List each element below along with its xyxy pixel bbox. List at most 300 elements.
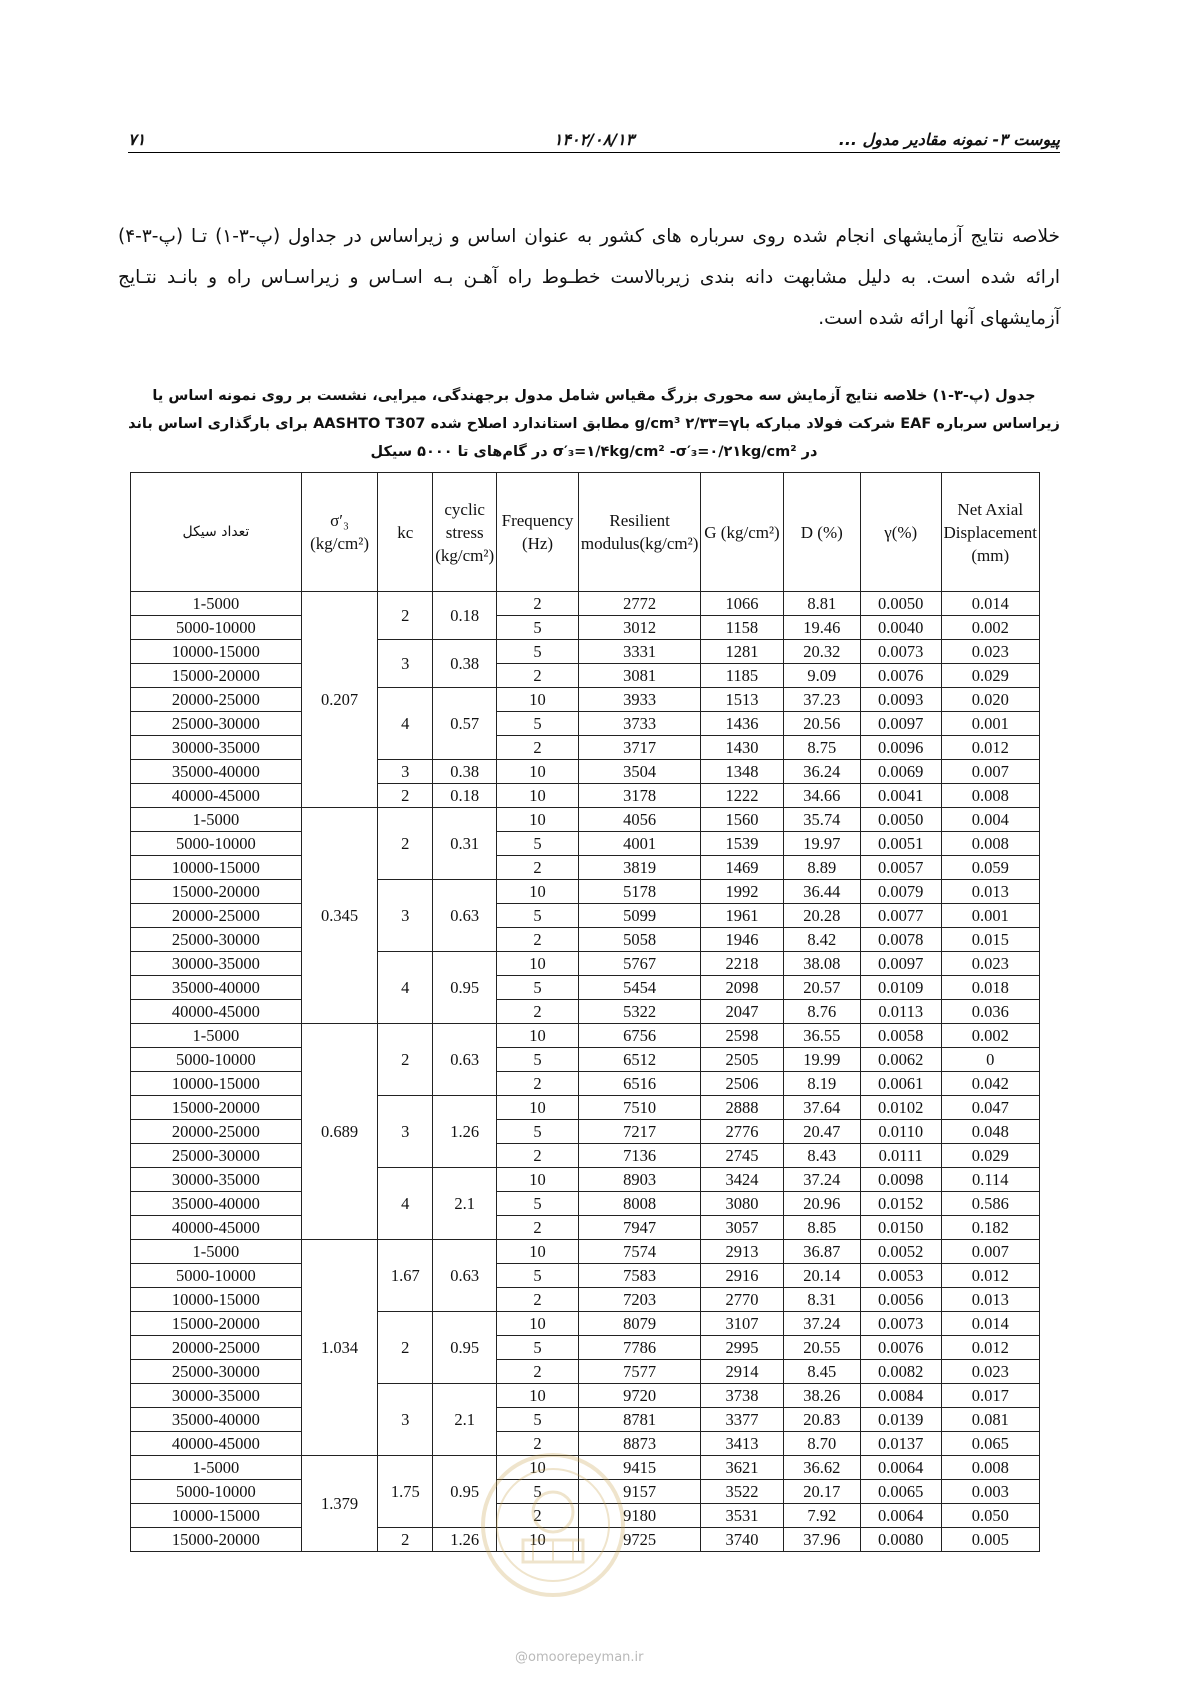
cycle-range-cell: 25000-30000 bbox=[131, 1144, 302, 1168]
resilient-modulus-cell: 4001 bbox=[578, 832, 700, 856]
g-cell: 1348 bbox=[701, 760, 783, 784]
resilient-modulus-cell: 3717 bbox=[578, 736, 700, 760]
header-rule bbox=[128, 152, 1060, 153]
d-cell: 20.32 bbox=[783, 640, 860, 664]
kc-cell: 2 bbox=[378, 1312, 433, 1384]
g-cell: 1222 bbox=[701, 784, 783, 808]
cycle-range-cell: 40000-45000 bbox=[131, 1000, 302, 1024]
table-row bbox=[131, 880, 1040, 904]
cycle-range-cell: 10000-15000 bbox=[131, 1072, 302, 1096]
g-cell: 2047 bbox=[701, 1000, 783, 1024]
net-axial-cell: 0.036 bbox=[941, 1000, 1040, 1024]
gamma-cell: 0.0057 bbox=[860, 856, 941, 880]
resilient-modulus-cell: 3012 bbox=[578, 616, 700, 640]
seal-logo-icon bbox=[478, 1450, 628, 1600]
cycle-range-cell: 5000-10000 bbox=[131, 832, 302, 856]
cycle-range-cell: 25000-30000 bbox=[131, 712, 302, 736]
resilient-modulus-cell: 3933 bbox=[578, 688, 700, 712]
frequency-cell: 10 bbox=[497, 808, 579, 832]
d-cell: 20.96 bbox=[783, 1192, 860, 1216]
net-axial-cell: 0.012 bbox=[941, 1336, 1040, 1360]
table-row bbox=[131, 1192, 1040, 1216]
cycle-range-cell: 15000-20000 bbox=[131, 1096, 302, 1120]
gamma-cell: 0.0062 bbox=[860, 1048, 941, 1072]
frequency-cell: 2 bbox=[497, 856, 579, 880]
watermark-text: @omoorepeyman.ir bbox=[515, 1650, 644, 1665]
net-axial-cell: 0.023 bbox=[941, 952, 1040, 976]
resilient-modulus-cell: 7510 bbox=[578, 1096, 700, 1120]
cyclic-stress-cell: 2.1 bbox=[433, 1168, 497, 1240]
net-axial-cell: 0.004 bbox=[941, 808, 1040, 832]
g-cell: 3057 bbox=[701, 1216, 783, 1240]
table-row bbox=[131, 1096, 1040, 1120]
resilient-modulus-cell: 3331 bbox=[578, 640, 700, 664]
net-axial-cell: 0.003 bbox=[941, 1480, 1040, 1504]
net-axial-cell: 0.007 bbox=[941, 760, 1040, 784]
cycle-range-cell: 15000-20000 bbox=[131, 664, 302, 688]
kc-cell: 4 bbox=[378, 952, 433, 1024]
g-cell: 3522 bbox=[701, 1480, 783, 1504]
d-cell: 8.89 bbox=[783, 856, 860, 880]
header-gamma: γ(%) bbox=[860, 473, 941, 592]
net-axial-cell: 0.013 bbox=[941, 1288, 1040, 1312]
resilient-modulus-cell: 7947 bbox=[578, 1216, 700, 1240]
d-cell: 20.57 bbox=[783, 976, 860, 1000]
header-g: G (kg/cm²) bbox=[701, 473, 783, 592]
net-axial-cell: 0.081 bbox=[941, 1408, 1040, 1432]
resilient-modulus-cell: 7136 bbox=[578, 1144, 700, 1168]
d-cell: 20.56 bbox=[783, 712, 860, 736]
kc-cell: 1.67 bbox=[378, 1240, 433, 1312]
gamma-cell: 0.0078 bbox=[860, 928, 941, 952]
frequency-cell: 10 bbox=[497, 1168, 579, 1192]
cycle-range-cell: 15000-20000 bbox=[131, 880, 302, 904]
cycle-range-cell: 30000-35000 bbox=[131, 736, 302, 760]
cycle-range-cell: 40000-45000 bbox=[131, 784, 302, 808]
table-row bbox=[131, 760, 1040, 784]
kc-cell: 3 bbox=[378, 640, 433, 688]
frequency-cell: 5 bbox=[497, 1408, 579, 1432]
resilient-modulus-cell: 8008 bbox=[578, 1192, 700, 1216]
gamma-cell: 0.0084 bbox=[860, 1384, 941, 1408]
frequency-cell: 10 bbox=[497, 1312, 579, 1336]
d-cell: 8.76 bbox=[783, 1000, 860, 1024]
d-cell: 8.19 bbox=[783, 1072, 860, 1096]
sigma3-cell: 0.207 bbox=[301, 592, 377, 808]
net-axial-cell: 0.012 bbox=[941, 736, 1040, 760]
g-cell: 2888 bbox=[701, 1096, 783, 1120]
table-row bbox=[131, 1264, 1040, 1288]
frequency-cell: 10 bbox=[497, 1240, 579, 1264]
net-axial-cell: 0.007 bbox=[941, 1240, 1040, 1264]
cyclic-stress-cell: 0.38 bbox=[433, 640, 497, 688]
table-row bbox=[131, 592, 1040, 616]
g-cell: 2995 bbox=[701, 1336, 783, 1360]
caption-line-3: در σ′₃=۱/۴kg/cm² -σ′₃=۰/۲۱kg/cm² در گام‌های تا ۵۰۰۰ سیکل bbox=[370, 444, 818, 460]
cycle-range-cell: 15000-20000 bbox=[131, 1312, 302, 1336]
gamma-cell: 0.0102 bbox=[860, 1096, 941, 1120]
gamma-cell: 0.0073 bbox=[860, 1312, 941, 1336]
resilient-modulus-cell: 5178 bbox=[578, 880, 700, 904]
g-cell: 3424 bbox=[701, 1168, 783, 1192]
frequency-cell: 5 bbox=[497, 1048, 579, 1072]
header-frequency: Frequency (Hz) bbox=[497, 473, 579, 592]
g-cell: 3740 bbox=[701, 1528, 783, 1552]
table-row bbox=[131, 856, 1040, 880]
header-d: D (%) bbox=[783, 473, 860, 592]
cycle-range-cell: 40000-45000 bbox=[131, 1216, 302, 1240]
frequency-cell: 10 bbox=[497, 760, 579, 784]
resilient-modulus-cell: 3178 bbox=[578, 784, 700, 808]
cyclic-stress-cell: 1.26 bbox=[433, 1528, 497, 1552]
sigma3-cell: 1.034 bbox=[301, 1240, 377, 1456]
g-cell: 3107 bbox=[701, 1312, 783, 1336]
g-cell: 2218 bbox=[701, 952, 783, 976]
frequency-cell: 2 bbox=[497, 592, 579, 616]
gamma-cell: 0.0098 bbox=[860, 1168, 941, 1192]
g-cell: 3377 bbox=[701, 1408, 783, 1432]
gamma-cell: 0.0050 bbox=[860, 592, 941, 616]
header-sigma3: σ′₃ (kg/cm²) bbox=[301, 473, 377, 592]
sigma3-cell: 0.345 bbox=[301, 808, 377, 1024]
frequency-cell: 2 bbox=[497, 1504, 579, 1528]
cycle-range-cell: 30000-35000 bbox=[131, 1384, 302, 1408]
d-cell: 9.09 bbox=[783, 664, 860, 688]
cycle-range-cell: 10000-15000 bbox=[131, 856, 302, 880]
gamma-cell: 0.0113 bbox=[860, 1000, 941, 1024]
table-row bbox=[131, 1288, 1040, 1312]
cycle-range-cell: 30000-35000 bbox=[131, 952, 302, 976]
gamma-cell: 0.0058 bbox=[860, 1024, 941, 1048]
net-axial-cell: 0.015 bbox=[941, 928, 1040, 952]
header-cyclic-stress: cyclic stress (kg/cm²) bbox=[433, 473, 497, 592]
resilient-modulus-cell: 7574 bbox=[578, 1240, 700, 1264]
kc-cell: 2 bbox=[378, 592, 433, 640]
resilient-modulus-cell: 3504 bbox=[578, 760, 700, 784]
net-axial-cell: 0.048 bbox=[941, 1120, 1040, 1144]
gamma-cell: 0.0061 bbox=[860, 1072, 941, 1096]
cyclic-stress-cell: 0.57 bbox=[433, 688, 497, 760]
g-cell: 2770 bbox=[701, 1288, 783, 1312]
d-cell: 35.74 bbox=[783, 808, 860, 832]
cyclic-stress-cell: 0.18 bbox=[433, 784, 497, 808]
table-row bbox=[131, 1312, 1040, 1336]
net-axial-cell: 0.023 bbox=[941, 640, 1040, 664]
gamma-cell: 0.0152 bbox=[860, 1192, 941, 1216]
gamma-cell: 0.0056 bbox=[860, 1288, 941, 1312]
frequency-cell: 10 bbox=[497, 1024, 579, 1048]
frequency-cell: 5 bbox=[497, 712, 579, 736]
g-cell: 1436 bbox=[701, 712, 783, 736]
net-axial-cell: 0.005 bbox=[941, 1528, 1040, 1552]
resilient-modulus-cell: 2772 bbox=[578, 592, 700, 616]
frequency-cell: 10 bbox=[497, 1456, 579, 1480]
table-row bbox=[131, 616, 1040, 640]
resilient-modulus-cell: 9720 bbox=[578, 1384, 700, 1408]
resilient-modulus-cell: 8079 bbox=[578, 1312, 700, 1336]
g-cell: 1469 bbox=[701, 856, 783, 880]
resilient-modulus-cell: 5767 bbox=[578, 952, 700, 976]
cyclic-stress-cell: 0.95 bbox=[433, 1312, 497, 1384]
table-row bbox=[131, 1240, 1040, 1264]
cycle-range-cell: 10000-15000 bbox=[131, 1504, 302, 1528]
table-row bbox=[131, 1384, 1040, 1408]
gamma-cell: 0.0096 bbox=[860, 736, 941, 760]
kc-cell: 3 bbox=[378, 1384, 433, 1456]
net-axial-cell: 0.017 bbox=[941, 1384, 1040, 1408]
cyclic-stress-cell: 2.1 bbox=[433, 1384, 497, 1456]
section-title: پیوست ۳- نمونه مقادیر مدول ... bbox=[838, 130, 1060, 149]
d-cell: 37.96 bbox=[783, 1528, 860, 1552]
frequency-cell: 2 bbox=[497, 928, 579, 952]
table-row bbox=[131, 1360, 1040, 1384]
gamma-cell: 0.0064 bbox=[860, 1456, 941, 1480]
gamma-cell: 0.0052 bbox=[860, 1240, 941, 1264]
cycle-range-cell: 25000-30000 bbox=[131, 928, 302, 952]
d-cell: 36.24 bbox=[783, 760, 860, 784]
net-axial-cell: 0.050 bbox=[941, 1504, 1040, 1528]
frequency-cell: 5 bbox=[497, 1192, 579, 1216]
frequency-cell: 2 bbox=[497, 1144, 579, 1168]
resilient-modulus-cell: 6512 bbox=[578, 1048, 700, 1072]
cycle-range-cell: 5000-10000 bbox=[131, 1264, 302, 1288]
g-cell: 1185 bbox=[701, 664, 783, 688]
frequency-cell: 5 bbox=[497, 1480, 579, 1504]
g-cell: 3531 bbox=[701, 1504, 783, 1528]
kc-cell: 2 bbox=[378, 1024, 433, 1096]
cycle-range-cell: 35000-40000 bbox=[131, 976, 302, 1000]
frequency-cell: 5 bbox=[497, 976, 579, 1000]
d-cell: 37.64 bbox=[783, 1096, 860, 1120]
cycle-range-cell: 5000-10000 bbox=[131, 1048, 302, 1072]
d-cell: 8.81 bbox=[783, 592, 860, 616]
d-cell: 20.17 bbox=[783, 1480, 860, 1504]
cycle-range-cell: 35000-40000 bbox=[131, 760, 302, 784]
g-cell: 2913 bbox=[701, 1240, 783, 1264]
frequency-cell: 5 bbox=[497, 904, 579, 928]
resilient-modulus-cell: 7217 bbox=[578, 1120, 700, 1144]
resilient-modulus-cell: 9180 bbox=[578, 1504, 700, 1528]
g-cell: 1539 bbox=[701, 832, 783, 856]
g-cell: 1513 bbox=[701, 688, 783, 712]
cycle-range-cell: 10000-15000 bbox=[131, 1288, 302, 1312]
cyclic-stress-cell: 0.31 bbox=[433, 808, 497, 880]
kc-cell: 4 bbox=[378, 1168, 433, 1240]
resilient-modulus-cell: 6756 bbox=[578, 1024, 700, 1048]
cycle-range-cell: 15000-20000 bbox=[131, 1528, 302, 1552]
g-cell: 2916 bbox=[701, 1264, 783, 1288]
results-table bbox=[130, 472, 1040, 1552]
gamma-cell: 0.0073 bbox=[860, 640, 941, 664]
g-cell: 3080 bbox=[701, 1192, 783, 1216]
table-row bbox=[131, 928, 1040, 952]
resilient-modulus-cell: 4056 bbox=[578, 808, 700, 832]
d-cell: 19.46 bbox=[783, 616, 860, 640]
d-cell: 36.62 bbox=[783, 1456, 860, 1480]
cycle-range-cell: 1-5000 bbox=[131, 808, 302, 832]
frequency-cell: 10 bbox=[497, 1528, 579, 1552]
resilient-modulus-cell: 8903 bbox=[578, 1168, 700, 1192]
resilient-modulus-cell: 5058 bbox=[578, 928, 700, 952]
gamma-cell: 0.0150 bbox=[860, 1216, 941, 1240]
g-cell: 2776 bbox=[701, 1120, 783, 1144]
cyclic-stress-cell: 0.63 bbox=[433, 1240, 497, 1312]
g-cell: 2505 bbox=[701, 1048, 783, 1072]
header-net-axial: Net Axial Displacement (mm) bbox=[941, 473, 1040, 592]
page-number: ۷۱ bbox=[128, 130, 146, 149]
table-header-row bbox=[131, 473, 1040, 592]
cycle-range-cell: 5000-10000 bbox=[131, 1480, 302, 1504]
g-cell: 1281 bbox=[701, 640, 783, 664]
table-row bbox=[131, 1408, 1040, 1432]
g-cell: 2914 bbox=[701, 1360, 783, 1384]
g-cell: 2098 bbox=[701, 976, 783, 1000]
d-cell: 20.47 bbox=[783, 1120, 860, 1144]
g-cell: 1961 bbox=[701, 904, 783, 928]
cyclic-stress-cell: 0.95 bbox=[433, 1456, 497, 1528]
d-cell: 37.24 bbox=[783, 1168, 860, 1192]
resilient-modulus-cell: 5099 bbox=[578, 904, 700, 928]
table-row bbox=[131, 784, 1040, 808]
gamma-cell: 0.0110 bbox=[860, 1120, 941, 1144]
kc-cell: 4 bbox=[378, 688, 433, 760]
net-axial-cell: 0.002 bbox=[941, 616, 1040, 640]
kc-cell: 3 bbox=[378, 880, 433, 952]
resilient-modulus-cell: 7583 bbox=[578, 1264, 700, 1288]
net-axial-cell: 0.001 bbox=[941, 904, 1040, 928]
d-cell: 7.92 bbox=[783, 1504, 860, 1528]
gamma-cell: 0.0097 bbox=[860, 952, 941, 976]
d-cell: 36.44 bbox=[783, 880, 860, 904]
net-axial-cell: 0.029 bbox=[941, 1144, 1040, 1168]
gamma-cell: 0.0082 bbox=[860, 1360, 941, 1384]
header-kc: kc bbox=[378, 473, 433, 592]
resilient-modulus-cell: 7577 bbox=[578, 1360, 700, 1384]
g-cell: 2745 bbox=[701, 1144, 783, 1168]
gamma-cell: 0.0069 bbox=[860, 760, 941, 784]
sigma3-cell: 0.689 bbox=[301, 1024, 377, 1240]
net-axial-cell: 0.002 bbox=[941, 1024, 1040, 1048]
table-row bbox=[131, 1072, 1040, 1096]
net-axial-cell: 0.023 bbox=[941, 1360, 1040, 1384]
gamma-cell: 0.0080 bbox=[860, 1528, 941, 1552]
cycle-range-cell: 5000-10000 bbox=[131, 616, 302, 640]
net-axial-cell: 0.013 bbox=[941, 880, 1040, 904]
frequency-cell: 2 bbox=[497, 1360, 579, 1384]
cycle-range-cell: 25000-30000 bbox=[131, 1360, 302, 1384]
net-axial-cell: 0.008 bbox=[941, 832, 1040, 856]
d-cell: 34.66 bbox=[783, 784, 860, 808]
frequency-cell: 5 bbox=[497, 1120, 579, 1144]
net-axial-cell: 0 bbox=[941, 1048, 1040, 1072]
g-cell: 3738 bbox=[701, 1384, 783, 1408]
d-cell: 8.75 bbox=[783, 736, 860, 760]
resilient-modulus-cell: 7786 bbox=[578, 1336, 700, 1360]
caption-line-1: جدول (پ-۳-۱) خلاصه نتایج آزمایش سه محوری بزرگ مقیاس شامل مدول برجهندگی، میرایی، نشست بر روی نمونه اساس یا bbox=[152, 388, 1036, 404]
table-body bbox=[131, 592, 1040, 1552]
cycle-range-cell: 30000-35000 bbox=[131, 1168, 302, 1192]
table-row bbox=[131, 952, 1040, 976]
resilient-modulus-cell: 7203 bbox=[578, 1288, 700, 1312]
kc-cell: 1.75 bbox=[378, 1456, 433, 1528]
resilient-modulus-cell: 8873 bbox=[578, 1432, 700, 1456]
sigma3-cell: 1.379 bbox=[301, 1456, 377, 1552]
gamma-cell: 0.0137 bbox=[860, 1432, 941, 1456]
g-cell: 1946 bbox=[701, 928, 783, 952]
d-cell: 20.14 bbox=[783, 1264, 860, 1288]
cycle-range-cell: 20000-25000 bbox=[131, 1120, 302, 1144]
net-axial-cell: 0.014 bbox=[941, 1312, 1040, 1336]
cycle-range-cell: 1-5000 bbox=[131, 1024, 302, 1048]
d-cell: 19.99 bbox=[783, 1048, 860, 1072]
net-axial-cell: 0.014 bbox=[941, 592, 1040, 616]
table-caption bbox=[128, 382, 1060, 466]
gamma-cell: 0.0051 bbox=[860, 832, 941, 856]
cycle-range-cell: 1-5000 bbox=[131, 1240, 302, 1264]
table-row bbox=[131, 664, 1040, 688]
net-axial-cell: 0.586 bbox=[941, 1192, 1040, 1216]
resilient-modulus-cell: 9725 bbox=[578, 1528, 700, 1552]
gamma-cell: 0.0040 bbox=[860, 616, 941, 640]
frequency-cell: 10 bbox=[497, 784, 579, 808]
kc-cell: 2 bbox=[378, 808, 433, 880]
gamma-cell: 0.0053 bbox=[860, 1264, 941, 1288]
gamma-cell: 0.0064 bbox=[860, 1504, 941, 1528]
resilient-modulus-cell: 6516 bbox=[578, 1072, 700, 1096]
cycle-range-cell: 35000-40000 bbox=[131, 1192, 302, 1216]
resilient-modulus-cell: 3081 bbox=[578, 664, 700, 688]
kc-cell: 3 bbox=[378, 1096, 433, 1168]
g-cell: 3621 bbox=[701, 1456, 783, 1480]
frequency-cell: 5 bbox=[497, 1336, 579, 1360]
cycle-range-cell: 20000-25000 bbox=[131, 688, 302, 712]
resilient-modulus-cell: 3733 bbox=[578, 712, 700, 736]
cyclic-stress-cell: 0.63 bbox=[433, 1024, 497, 1096]
d-cell: 38.26 bbox=[783, 1384, 860, 1408]
g-cell: 1066 bbox=[701, 592, 783, 616]
g-cell: 2598 bbox=[701, 1024, 783, 1048]
gamma-cell: 0.0139 bbox=[860, 1408, 941, 1432]
resilient-modulus-cell: 9415 bbox=[578, 1456, 700, 1480]
gamma-cell: 0.0109 bbox=[860, 976, 941, 1000]
table-row bbox=[131, 1144, 1040, 1168]
frequency-cell: 2 bbox=[497, 664, 579, 688]
net-axial-cell: 0.114 bbox=[941, 1168, 1040, 1192]
table-row bbox=[131, 736, 1040, 760]
net-axial-cell: 0.065 bbox=[941, 1432, 1040, 1456]
table-row bbox=[131, 1336, 1040, 1360]
net-axial-cell: 0.012 bbox=[941, 1264, 1040, 1288]
d-cell: 20.83 bbox=[783, 1408, 860, 1432]
cyclic-stress-cell: 0.63 bbox=[433, 880, 497, 952]
resilient-modulus-cell: 3819 bbox=[578, 856, 700, 880]
frequency-cell: 2 bbox=[497, 1432, 579, 1456]
cyclic-stress-cell: 0.38 bbox=[433, 760, 497, 784]
d-cell: 37.24 bbox=[783, 1312, 860, 1336]
g-cell: 1430 bbox=[701, 736, 783, 760]
frequency-cell: 10 bbox=[497, 1096, 579, 1120]
net-axial-cell: 0.018 bbox=[941, 976, 1040, 1000]
cycle-range-cell: 35000-40000 bbox=[131, 1408, 302, 1432]
kc-cell: 3 bbox=[378, 760, 433, 784]
cycle-range-cell: 20000-25000 bbox=[131, 1336, 302, 1360]
cycle-range-cell: 20000-25000 bbox=[131, 904, 302, 928]
table-row bbox=[131, 808, 1040, 832]
table-row bbox=[131, 1048, 1040, 1072]
d-cell: 8.45 bbox=[783, 1360, 860, 1384]
kc-cell: 2 bbox=[378, 784, 433, 808]
frequency-cell: 2 bbox=[497, 736, 579, 760]
